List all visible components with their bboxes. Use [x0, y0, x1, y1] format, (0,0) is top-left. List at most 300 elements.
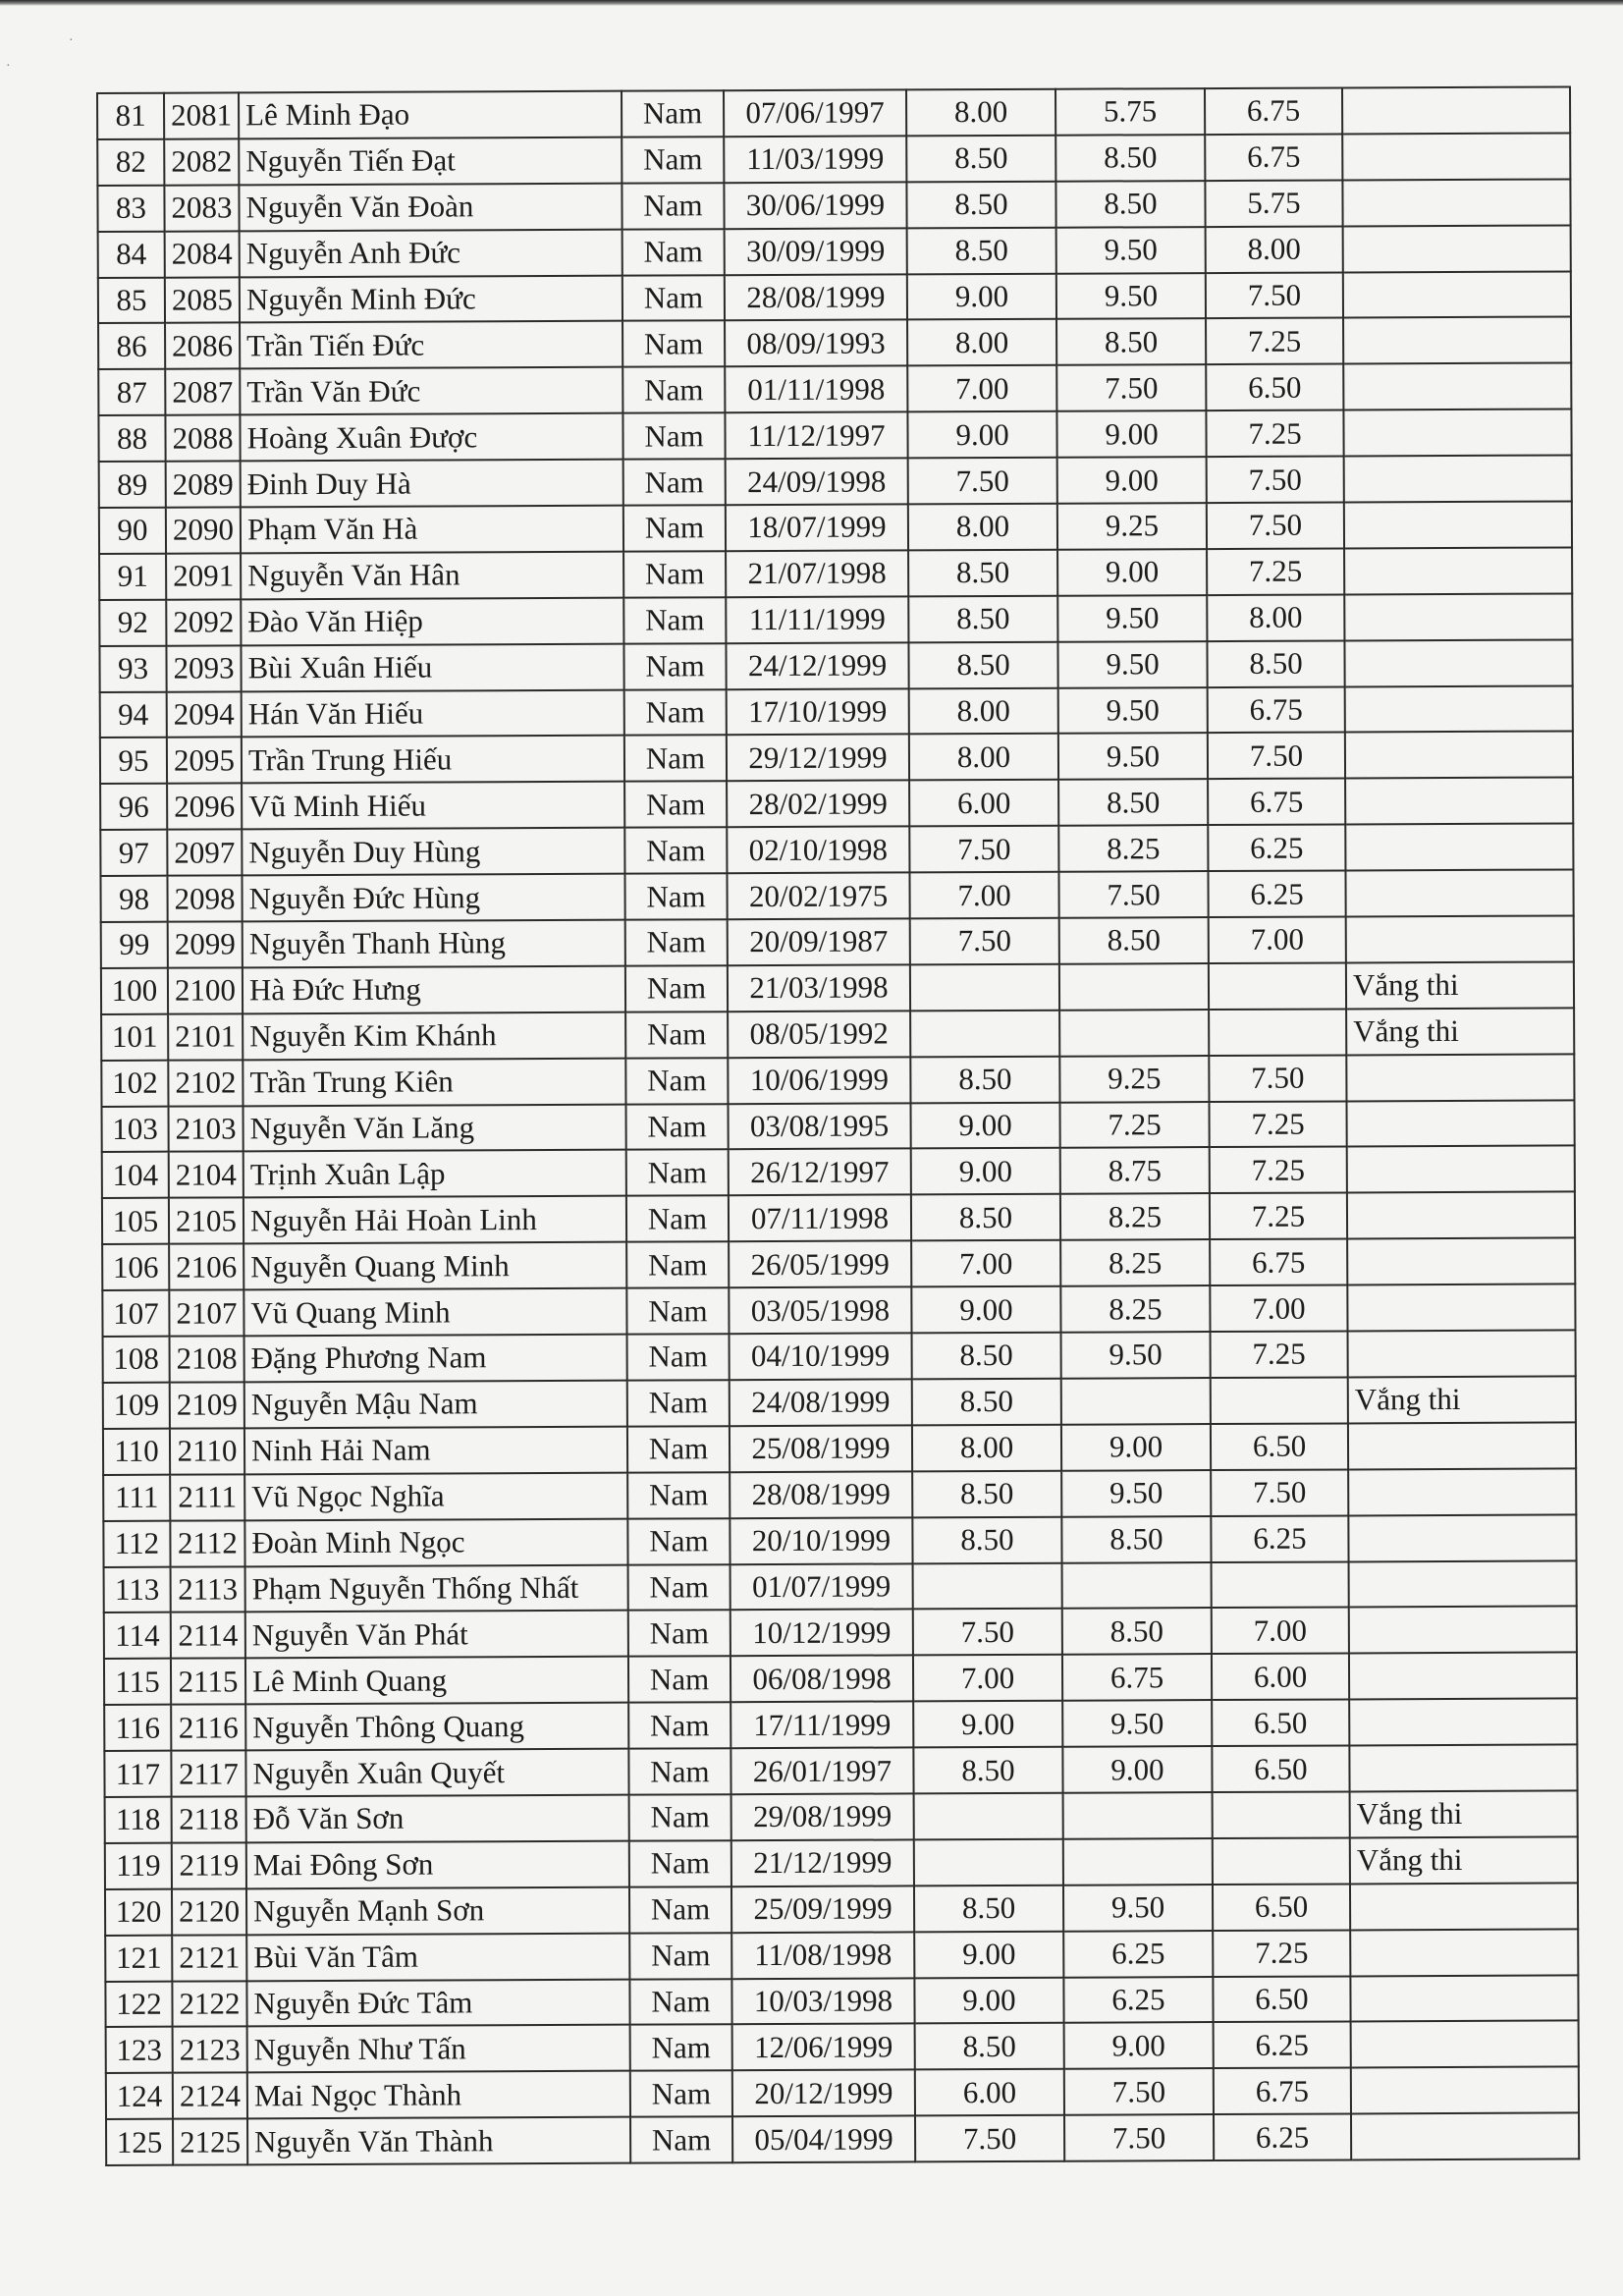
table-row — [102, 1238, 1575, 1290]
table-row — [98, 317, 1571, 369]
score-2-cell: 7.50 — [1058, 871, 1208, 918]
note-cell — [1349, 1744, 1577, 1791]
note-cell: Vắng thi — [1350, 1836, 1578, 1884]
table-body — [97, 86, 1579, 2165]
score-3-cell: 6.50 — [1213, 1884, 1350, 1931]
score-2-cell: 9.50 — [1057, 641, 1207, 688]
table-row — [101, 961, 1574, 1013]
candidate-name-cell: Nguyễn Văn Phát — [245, 1611, 628, 1659]
score-1-cell: 7.00 — [909, 872, 1058, 919]
score-3-cell: 6.75 — [1205, 134, 1342, 181]
row-number-cell: 81 — [97, 93, 164, 139]
score-1-cell — [910, 964, 1059, 1011]
note-cell — [1343, 410, 1571, 457]
score-2-cell: 7.25 — [1059, 1102, 1209, 1149]
score-1-cell: 8.50 — [913, 1747, 1062, 1794]
table-row — [100, 870, 1573, 922]
candidate-name-cell: Nguyễn Đức Hùng — [242, 874, 624, 922]
candidate-name-cell: Hán Văn Hiếu — [242, 689, 624, 738]
candidate-id-cell: 2109 — [170, 1382, 244, 1428]
score-2-cell: 6.25 — [1063, 1931, 1213, 1978]
score-2-cell: 7.50 — [1064, 2114, 1214, 2161]
score-2-cell: 9.50 — [1057, 595, 1207, 642]
score-2-cell: 7.50 — [1064, 2068, 1214, 2115]
score-3-cell: 6.50 — [1213, 1976, 1350, 2023]
table-row — [99, 547, 1572, 599]
row-number-cell: 115 — [104, 1659, 171, 1705]
score-3-cell: 7.25 — [1206, 410, 1343, 458]
table-row — [98, 225, 1571, 277]
row-number-cell: 123 — [106, 2027, 173, 2073]
score-2-cell: 8.50 — [1059, 917, 1209, 964]
birth-date-cell: 11/11/1999 — [726, 596, 908, 643]
row-number-cell: 82 — [97, 139, 164, 186]
table-row — [105, 1929, 1578, 1981]
score-1-cell: 8.50 — [910, 1056, 1059, 1103]
note-cell — [1351, 2021, 1579, 2068]
note-cell — [1345, 778, 1573, 825]
table-row — [102, 1192, 1575, 1244]
score-1-cell: 8.00 — [909, 734, 1058, 781]
table-row — [101, 1054, 1574, 1106]
score-1-cell: 8.50 — [915, 2023, 1064, 2070]
table-row — [103, 1422, 1576, 1474]
score-3-cell: 6.25 — [1208, 871, 1345, 918]
score-1-cell: 8.50 — [912, 1516, 1061, 1563]
score-2-cell: 9.50 — [1061, 1470, 1211, 1517]
candidate-id-cell: 2105 — [169, 1198, 243, 1244]
score-2-cell — [1063, 1838, 1213, 1886]
score-2-cell: 9.00 — [1061, 1424, 1211, 1471]
score-2-cell: 7.50 — [1056, 364, 1206, 411]
score-3-cell: 7.00 — [1209, 916, 1346, 963]
score-1-cell: 7.50 — [915, 2115, 1064, 2162]
candidate-id-cell: 2117 — [171, 1750, 245, 1796]
note-cell — [1349, 1653, 1577, 1700]
note-cell: Vắng thi — [1346, 1008, 1574, 1055]
score-3-cell: 7.00 — [1212, 1608, 1349, 1655]
gender-cell: Nam — [623, 643, 726, 689]
scan-speck: · — [6, 59, 11, 74]
score-1-cell: 8.00 — [912, 1425, 1061, 1472]
row-number-cell: 94 — [100, 691, 167, 738]
row-number-cell: 96 — [100, 784, 167, 830]
birth-date-cell: 04/10/1999 — [730, 1333, 912, 1380]
note-cell — [1351, 2113, 1579, 2160]
gender-cell: Nam — [629, 1794, 731, 1840]
candidate-name-cell: Lê Minh Đạo — [239, 91, 622, 139]
note-cell — [1342, 133, 1570, 180]
birth-date-cell: 11/12/1997 — [725, 412, 907, 460]
score-3-cell: 7.00 — [1210, 1285, 1347, 1333]
gender-cell: Nam — [625, 919, 728, 965]
score-3-cell — [1212, 1561, 1349, 1609]
table-row — [99, 593, 1572, 645]
score-2-cell: 9.50 — [1058, 734, 1208, 781]
birth-date-cell: 18/07/1999 — [726, 504, 908, 551]
note-cell — [1346, 1054, 1574, 1101]
score-3-cell — [1213, 1837, 1350, 1885]
gender-cell: Nam — [622, 275, 725, 321]
candidate-name-cell: Trần Tiến Đức — [240, 321, 622, 369]
birth-date-cell: 24/08/1999 — [730, 1379, 912, 1426]
candidate-id-cell: 2091 — [166, 553, 241, 599]
score-2-cell: 9.50 — [1056, 273, 1206, 320]
score-1-cell: 8.50 — [906, 182, 1055, 229]
candidate-name-cell: Hoàng Xuân Được — [240, 413, 622, 462]
score-3-cell — [1211, 1377, 1348, 1424]
table-row — [97, 179, 1570, 231]
row-number-cell: 108 — [103, 1337, 170, 1383]
gender-cell: Nam — [622, 367, 725, 413]
candidate-name-cell: Nguyễn Duy Hùng — [242, 828, 624, 876]
table-row — [100, 732, 1573, 784]
row-number-cell: 92 — [99, 599, 166, 645]
candidate-name-cell: Ninh Hải Nam — [244, 1426, 627, 1474]
score-2-cell: 9.25 — [1057, 503, 1207, 550]
score-2-cell: 9.50 — [1056, 227, 1206, 274]
candidate-name-cell: Trần Trung Kiên — [243, 1058, 625, 1106]
table-row — [100, 685, 1573, 738]
score-1-cell: 8.00 — [908, 504, 1057, 551]
birth-date-cell: 06/08/1998 — [730, 1656, 913, 1703]
table-row — [98, 271, 1571, 323]
row-number-cell: 102 — [101, 1060, 168, 1106]
birth-date-cell: 26/01/1997 — [730, 1747, 913, 1794]
score-3-cell: 6.50 — [1206, 364, 1343, 411]
birth-date-cell: 20/10/1999 — [730, 1517, 912, 1564]
birth-date-cell: 25/08/1999 — [730, 1425, 912, 1472]
candidate-id-cell: 2124 — [173, 2073, 247, 2119]
gender-cell: Nam — [626, 1241, 729, 1287]
candidate-id-cell: 2107 — [169, 1290, 243, 1337]
score-3-cell: 8.00 — [1206, 226, 1343, 273]
candidate-name-cell: Hà Đức Hưng — [243, 966, 625, 1014]
score-1-cell: 8.50 — [908, 641, 1057, 688]
score-3-cell: 8.50 — [1207, 640, 1344, 687]
score-1-cell: 8.50 — [911, 1194, 1060, 1241]
table-row — [106, 2067, 1579, 2119]
score-2-cell — [1063, 1792, 1213, 1839]
score-3-cell: 6.75 — [1210, 1239, 1347, 1286]
candidate-name-cell: Phạm Văn Hà — [241, 506, 623, 554]
score-2-cell: 5.75 — [1055, 88, 1205, 136]
gender-cell: Nam — [627, 1518, 730, 1564]
row-number-cell: 89 — [99, 462, 166, 508]
score-3-cell: 7.50 — [1207, 457, 1344, 504]
score-2-cell: 8.50 — [1056, 319, 1206, 366]
score-3-cell — [1213, 1791, 1350, 1838]
birth-date-cell: 28/02/1999 — [727, 781, 909, 828]
birth-date-cell: 05/04/1999 — [732, 2116, 915, 2163]
row-number-cell: 107 — [102, 1290, 169, 1337]
score-1-cell: 8.50 — [912, 1379, 1061, 1426]
birth-date-cell: 10/06/1999 — [728, 1057, 910, 1104]
birth-date-cell: 26/05/1999 — [729, 1241, 911, 1288]
row-number-cell: 100 — [101, 968, 168, 1014]
birth-date-cell: 21/12/1999 — [731, 1839, 914, 1886]
row-number-cell: 109 — [103, 1383, 170, 1429]
table-row — [102, 1100, 1575, 1152]
birth-date-cell: 08/05/1992 — [728, 1011, 910, 1058]
note-cell — [1350, 1975, 1578, 2022]
note-cell — [1342, 179, 1570, 226]
note-cell — [1349, 1607, 1577, 1654]
candidate-name-cell: Đào Văn Hiệp — [241, 597, 623, 645]
table-row — [105, 1975, 1578, 2027]
score-2-cell: 9.25 — [1059, 1056, 1209, 1103]
note-cell — [1351, 2067, 1579, 2114]
score-1-cell: 8.50 — [912, 1470, 1061, 1517]
score-1-cell: 7.00 — [911, 1240, 1060, 1287]
row-number-cell: 122 — [105, 1981, 172, 2027]
note-cell — [1347, 1146, 1575, 1193]
candidate-id-cell: 2111 — [170, 1474, 244, 1520]
score-1-cell — [914, 1839, 1063, 1886]
birth-date-cell: 01/07/1999 — [730, 1563, 913, 1611]
table-row — [99, 456, 1572, 508]
candidate-id-cell: 2106 — [169, 1244, 243, 1290]
score-1-cell: 6.00 — [909, 780, 1058, 827]
table-row — [99, 501, 1572, 553]
gender-cell: Nam — [629, 1840, 731, 1886]
score-2-cell: 9.50 — [1063, 1885, 1213, 1932]
note-cell — [1343, 363, 1571, 410]
gender-cell: Nam — [629, 1933, 731, 1979]
note-cell — [1345, 824, 1573, 871]
candidate-id-cell: 2099 — [168, 921, 243, 967]
score-2-cell: 8.50 — [1061, 1516, 1211, 1563]
score-2-cell: 9.50 — [1058, 687, 1208, 735]
gender-cell: Nam — [630, 2025, 732, 2071]
note-cell — [1343, 225, 1571, 272]
gender-cell: Nam — [622, 183, 724, 229]
note-cell — [1344, 501, 1572, 548]
note-cell — [1344, 547, 1572, 594]
gender-cell: Nam — [625, 965, 728, 1011]
score-1-cell — [914, 1793, 1063, 1840]
birth-date-cell: 07/06/1997 — [724, 89, 906, 137]
table-row — [102, 1285, 1575, 1337]
score-3-cell: 7.50 — [1207, 502, 1344, 549]
score-1-cell: 7.00 — [913, 1655, 1062, 1702]
candidate-name-cell: Lê Minh Quang — [245, 1657, 628, 1705]
birth-date-cell: 29/08/1999 — [731, 1793, 914, 1840]
candidate-id-cell: 2100 — [168, 967, 243, 1013]
note-cell — [1348, 1330, 1576, 1377]
note-cell: Vắng thi — [1346, 961, 1574, 1009]
gender-cell: Nam — [623, 597, 726, 643]
score-2-cell: 9.00 — [1057, 457, 1207, 504]
candidate-name-cell: Nguyễn Văn Hân — [241, 552, 623, 600]
candidate-id-cell: 2098 — [167, 876, 242, 922]
birth-date-cell: 17/10/1999 — [727, 688, 909, 736]
score-1-cell: 8.50 — [908, 596, 1057, 643]
score-1-cell: 8.00 — [909, 687, 1058, 735]
gender-cell: Nam — [630, 2070, 732, 2116]
candidate-id-cell: 2083 — [164, 185, 239, 231]
candidate-name-cell: Nguyễn Xuân Quyết — [245, 1749, 628, 1797]
candidate-id-cell: 2112 — [170, 1520, 244, 1566]
candidate-id-cell: 2102 — [168, 1060, 243, 1106]
candidate-id-cell: 2121 — [172, 1935, 246, 1981]
candidate-name-cell: Nguyễn Như Tấn — [247, 2025, 630, 2073]
candidate-name-cell: Trần Văn Đức — [240, 367, 622, 415]
birth-date-cell: 30/06/1999 — [724, 182, 906, 229]
gender-cell: Nam — [626, 1287, 729, 1334]
score-1-cell: 7.50 — [909, 826, 1058, 873]
gender-cell: Nam — [622, 412, 725, 459]
candidate-id-cell: 2115 — [171, 1659, 245, 1705]
score-3-cell: 5.75 — [1205, 180, 1342, 227]
candidate-id-cell: 2114 — [171, 1613, 245, 1659]
score-1-cell: 8.50 — [907, 227, 1056, 274]
birth-date-cell: 21/07/1998 — [726, 550, 908, 597]
score-1-cell: 7.50 — [910, 918, 1059, 965]
score-2-cell — [1062, 1562, 1212, 1610]
candidate-name-cell: Nguyễn Văn Thành — [247, 2117, 630, 2165]
row-number-cell: 85 — [98, 277, 165, 323]
candidate-name-cell: Nguyễn Mạnh Sơn — [246, 1886, 629, 1935]
table-row — [104, 1560, 1577, 1613]
score-3-cell: 6.75 — [1208, 686, 1345, 734]
candidate-name-cell: Nguyễn Văn Lăng — [243, 1104, 626, 1152]
score-3-cell: 7.25 — [1211, 1331, 1348, 1378]
table-row — [103, 1376, 1576, 1428]
gender-cell: Nam — [627, 1426, 730, 1472]
note-cell — [1345, 685, 1573, 733]
row-number-cell: 90 — [99, 508, 166, 554]
row-number-cell: 86 — [98, 323, 165, 369]
table-row — [102, 1146, 1575, 1198]
birth-date-cell: 20/12/1999 — [732, 2070, 915, 2117]
score-2-cell: 8.50 — [1055, 181, 1205, 228]
gender-cell: Nam — [628, 1564, 730, 1611]
candidate-name-cell: Bùi Văn Tâm — [246, 1933, 629, 1981]
table-row — [103, 1330, 1576, 1382]
candidate-id-cell: 2094 — [167, 691, 242, 738]
score-1-cell — [913, 1562, 1062, 1610]
scan-edge — [0, 0, 1623, 6]
score-1-cell: 8.50 — [908, 550, 1057, 597]
candidate-id-cell: 2085 — [165, 277, 240, 323]
table-row — [104, 1699, 1577, 1751]
note-cell — [1348, 1422, 1576, 1469]
gender-cell: Nam — [629, 1886, 731, 1933]
score-1-cell: 9.00 — [907, 411, 1056, 459]
birth-date-cell: 25/09/1999 — [731, 1886, 914, 1933]
score-2-cell: 6.25 — [1063, 1977, 1213, 2024]
candidate-name-cell: Nguyễn Tiến Đạt — [239, 137, 622, 186]
birth-date-cell: 07/11/1998 — [729, 1195, 911, 1242]
birth-date-cell: 28/08/1999 — [730, 1471, 912, 1518]
candidate-id-cell: 2119 — [172, 1842, 246, 1888]
candidate-id-cell: 2110 — [170, 1428, 244, 1474]
row-number-cell: 110 — [103, 1429, 170, 1475]
score-3-cell: 7.25 — [1209, 1101, 1346, 1148]
score-1-cell: 6.00 — [915, 2069, 1064, 2116]
candidate-name-cell: Trần Trung Hiếu — [242, 736, 624, 784]
birth-date-cell: 10/12/1999 — [730, 1610, 913, 1657]
score-3-cell: 7.25 — [1206, 318, 1343, 365]
gender-cell: Nam — [624, 827, 727, 873]
note-cell — [1343, 317, 1571, 364]
score-3-cell: 7.25 — [1210, 1147, 1347, 1194]
score-3-cell: 6.75 — [1208, 779, 1345, 826]
note-cell — [1350, 1929, 1578, 1976]
candidate-id-cell: 2103 — [169, 1106, 243, 1152]
score-2-cell: 9.00 — [1056, 410, 1206, 458]
birth-date-cell: 20/09/1987 — [728, 918, 910, 965]
score-3-cell: 6.75 — [1214, 2068, 1351, 2115]
candidate-id-cell: 2104 — [169, 1152, 243, 1198]
score-1-cell: 9.00 — [907, 273, 1056, 320]
candidate-name-cell: Phạm Nguyễn Thống Nhất — [245, 1564, 628, 1613]
score-3-cell: 6.50 — [1211, 1423, 1348, 1470]
note-cell: Vắng thi — [1348, 1376, 1576, 1423]
row-number-cell: 98 — [100, 876, 167, 922]
candidate-id-cell: 2095 — [167, 738, 242, 784]
note-cell — [1345, 870, 1573, 917]
table-row — [100, 824, 1573, 876]
row-number-cell: 87 — [98, 369, 165, 415]
score-3-cell: 6.25 — [1214, 2114, 1351, 2161]
birth-date-cell: 24/09/1998 — [726, 459, 908, 506]
birth-date-cell: 21/03/1998 — [728, 964, 910, 1011]
score-3-cell — [1209, 1009, 1346, 1056]
table-row — [103, 1514, 1576, 1566]
note-cell — [1349, 1560, 1577, 1608]
candidate-name-cell: Nguyễn Kim Khánh — [243, 1011, 625, 1060]
table-row — [106, 2113, 1579, 2165]
candidate-name-cell: Vũ Ngọc Nghĩa — [244, 1472, 627, 1520]
note-cell — [1347, 1238, 1575, 1285]
gender-cell: Nam — [626, 1196, 729, 1242]
row-number-cell: 97 — [100, 830, 167, 876]
candidate-score-table — [96, 85, 1580, 2166]
candidate-name-cell: Nguyễn Đức Tâm — [246, 1979, 629, 2027]
candidate-id-cell: 2125 — [173, 2119, 247, 2165]
gender-cell: Nam — [622, 137, 724, 183]
gender-cell: Nam — [624, 782, 727, 828]
table-row — [100, 778, 1573, 830]
score-2-cell: 8.50 — [1055, 135, 1205, 182]
table-row — [98, 410, 1571, 462]
score-1-cell: 7.50 — [913, 1609, 1062, 1656]
table-row — [98, 363, 1571, 415]
gender-cell: Nam — [627, 1380, 730, 1426]
gender-cell: Nam — [626, 1104, 729, 1150]
score-2-cell: 8.25 — [1058, 825, 1208, 872]
note-cell: Vắng thi — [1350, 1790, 1578, 1837]
score-3-cell: 6.25 — [1214, 2022, 1351, 2069]
row-number-cell: 106 — [102, 1244, 169, 1290]
row-number-cell: 95 — [100, 738, 167, 784]
score-2-cell: 8.50 — [1058, 779, 1208, 826]
score-2-cell: 8.75 — [1060, 1148, 1210, 1195]
gender-cell: Nam — [623, 459, 726, 505]
note-cell — [1344, 593, 1572, 640]
score-1-cell — [910, 1011, 1059, 1058]
score-2-cell: 9.00 — [1057, 549, 1207, 596]
score-1-cell: 8.00 — [907, 319, 1056, 366]
score-3-cell: 6.25 — [1208, 825, 1345, 872]
candidate-name-cell: Nguyễn Thông Quang — [245, 1703, 628, 1751]
note-cell — [1347, 1285, 1575, 1332]
note-cell — [1342, 86, 1570, 134]
note-cell — [1348, 1468, 1576, 1515]
score-1-cell: 9.00 — [914, 1931, 1063, 1978]
